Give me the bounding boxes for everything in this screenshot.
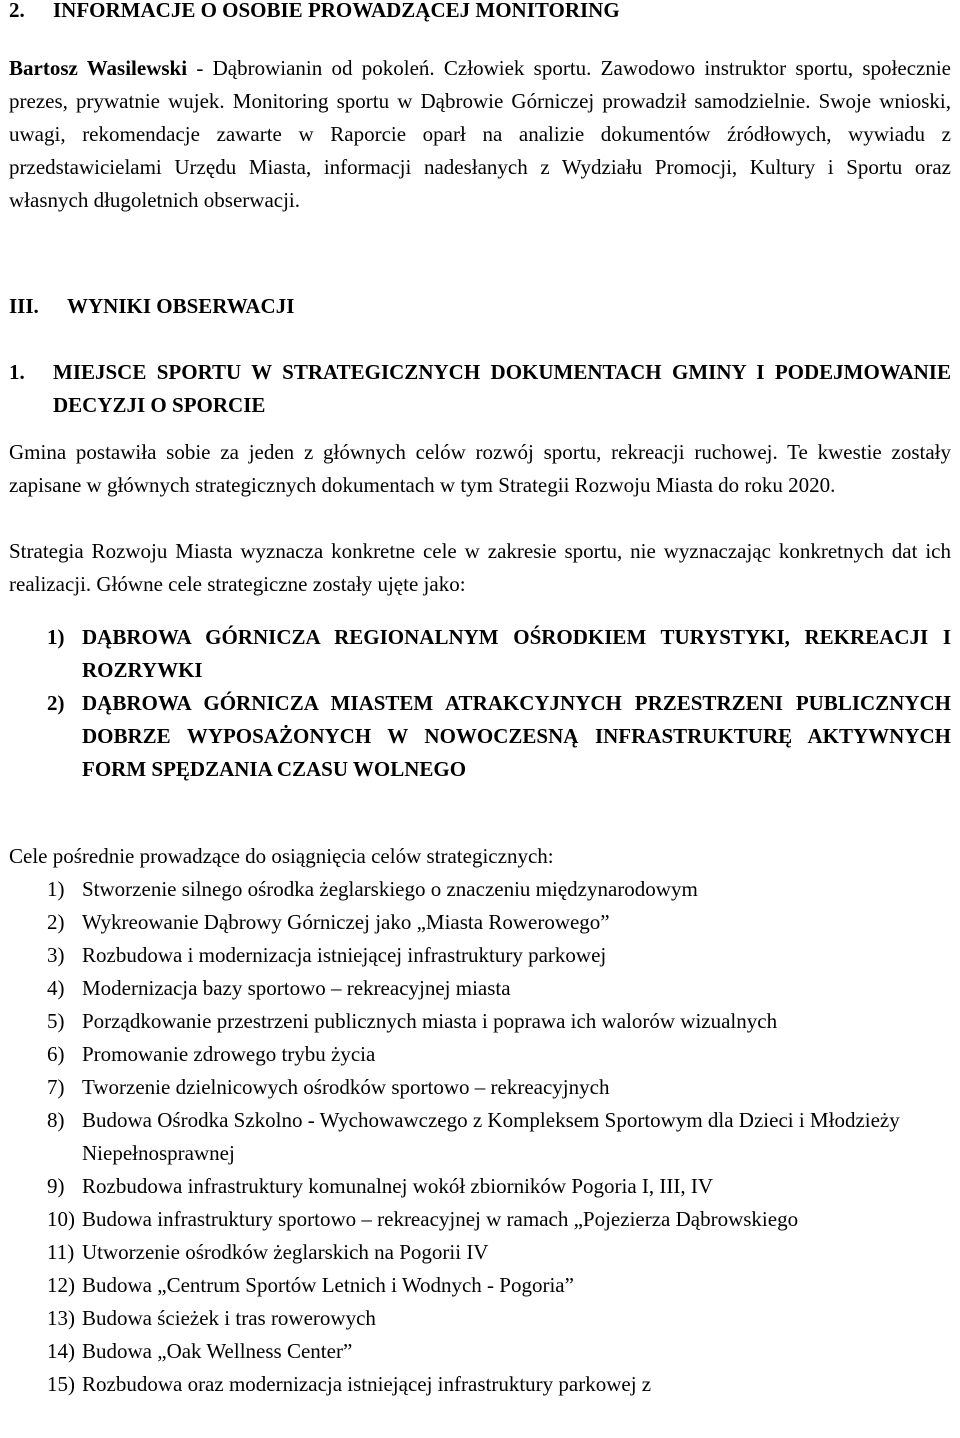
item-number: 5) xyxy=(47,1009,65,1033)
list-item xyxy=(9,939,951,972)
section-number: 2. xyxy=(9,0,25,22)
item-number: 13) xyxy=(47,1306,75,1330)
item-number: 2) xyxy=(47,910,65,934)
list-item xyxy=(9,1170,951,1203)
item-text: Stworzenie silnego ośrodka żeglarskiego o znaczeniu międzynarodowym xyxy=(82,877,698,901)
subsection-title: MIEJSCE SPORTU W STRATEGICZNYCH DOKUMENTACH GMINY I PODEJMOWANIE DECYZJI O SPORCIE xyxy=(53,360,951,417)
item-text: Budowa ścieżek i tras rowerowych xyxy=(82,1306,376,1330)
item-number: 8) xyxy=(47,1108,65,1132)
item-text: Tworzenie dzielnicowych ośrodków sportowo – rekreacyjnych xyxy=(82,1075,610,1099)
bio-paragraph xyxy=(9,52,951,217)
list-item xyxy=(9,1104,951,1170)
subsection-heading xyxy=(9,356,951,422)
item-text: Rozbudowa infrastruktury komunalnej wokół zbiorników Pogoria I, III, IV xyxy=(82,1174,714,1198)
item-text: Promowanie zdrowego trybu życia xyxy=(82,1042,376,1066)
intermediate-goals-list xyxy=(9,873,951,1401)
item-text: Budowa infrastruktury sportowo – rekreacyjnej w ramach „Pojezierza Dąbrowskiego xyxy=(82,1207,799,1231)
item-number: 12) xyxy=(47,1273,75,1297)
list-item xyxy=(9,1236,951,1269)
item-number: 14) xyxy=(47,1339,75,1363)
section-title: WYNIKI OBSERWACJI xyxy=(67,294,295,318)
intermediate-intro: Cele pośrednie prowadzące do osiągnięcia celów strategicznych: xyxy=(9,844,554,868)
list-item xyxy=(9,1203,951,1236)
list-item xyxy=(9,1368,951,1401)
item-number: 7) xyxy=(47,1075,65,1099)
strategic-goals-list xyxy=(9,621,951,786)
item-text: Utworzenie ośrodków żeglarskich na Pogorii IV xyxy=(82,1240,489,1264)
paragraph: Strategia Rozwoju Miasta wyznacza konkretne cele w zakresie sportu, nie wyznaczając konkretnych dat ich realizacji. Główne cele strategiczne zostały ujęte jako: xyxy=(9,539,951,596)
item-number: 11) xyxy=(47,1240,75,1264)
item-text: Budowa Ośrodka Szkolno - Wychowawczego z Kompleksem Sportowym dla Dzieci i Młodzieży Niepełnosprawnej xyxy=(82,1108,900,1165)
list-item xyxy=(9,1269,951,1302)
item-number: 1) xyxy=(47,625,65,649)
section-title: INFORMACJE O OSOBIE PROWADZĄCEJ MONITORING xyxy=(53,0,620,22)
item-text: DĄBROWA GÓRNICZA MIASTEM ATRAKCYJNYCH PRZESTRZENI PUBLICZNYCH DOBRZE WYPOSAŻONYCH W NOWOCZESNĄ INFRASTRUKTURĘ AKTYWNYCH FORM SPĘDZANIA CZASU WOLNEGO xyxy=(82,691,951,781)
item-number: 4) xyxy=(47,976,65,1000)
section-heading xyxy=(9,0,951,27)
list-item xyxy=(9,1005,951,1038)
section-number: III. xyxy=(9,294,39,318)
list-item xyxy=(9,873,951,906)
item-text: Rozbudowa i modernizacja istniejącej infrastruktury parkowej xyxy=(82,943,607,967)
subsection-number: 1. xyxy=(9,360,25,384)
item-text: Budowa „Centrum Sportów Letnich i Wodnych - Pogoria” xyxy=(82,1273,574,1297)
item-number: 3) xyxy=(47,943,65,967)
item-number: 6) xyxy=(47,1042,65,1066)
item-number: 9) xyxy=(47,1174,65,1198)
item-text: Wykreowanie Dąbrowy Górniczej jako „Miasta Rowerowego” xyxy=(82,910,610,934)
item-text: Modernizacja bazy sportowo – rekreacyjnej miasta xyxy=(82,976,511,1000)
author-name: Bartosz Wasilewski xyxy=(9,56,188,80)
item-number: 10) xyxy=(47,1207,75,1231)
item-text: Budowa „Oak Wellness Center” xyxy=(82,1339,353,1363)
list-item xyxy=(9,1335,951,1368)
list-item xyxy=(9,1038,951,1071)
list-item xyxy=(9,1302,951,1335)
bio-text: - Dąbrowianin od pokoleń. Człowiek sportu. Zawodowo instruktor sportu, społecznie prezes, prywatnie wujek. Monitoring sportu w Dąbrowie Górniczej prowadził samodzielnie. Swoje wnioski, uwagi, rekomendacje zawarte w Raporcie oparł na analizie dokumentów źródłowych, wywiadu z przedstawicielami Urzędu Miasta, informacji nadesłanych z Wydziału Promocji, Kultury i Sportu oraz własnych długoletnich obserwacji. xyxy=(9,56,951,212)
item-number: 2) xyxy=(47,691,65,715)
list-item xyxy=(9,1071,951,1104)
item-number: 1) xyxy=(47,877,65,901)
list-item xyxy=(9,687,951,786)
list-item xyxy=(9,972,951,1005)
item-text: Rozbudowa oraz modernizacja istniejącej infrastruktury parkowej z xyxy=(82,1372,652,1396)
item-number: 15) xyxy=(47,1372,75,1396)
item-text: DĄBROWA GÓRNICZA REGIONALNYM OŚRODKIEM TURYSTYKI, REKREACJI I ROZRYWKI xyxy=(82,625,951,682)
list-item xyxy=(9,906,951,939)
paragraph: Gmina postawiła sobie za jeden z głównych celów rozwój sportu, rekreacji ruchowej. Te kwestie zostały zapisane w głównych strategicznych dokumentach w tym Strategii Rozwoju Miasta do roku 2020. xyxy=(9,440,951,497)
section-heading xyxy=(9,290,951,323)
list-item xyxy=(9,621,951,687)
item-text: Porządkowanie przestrzeni publicznych miasta i poprawa ich walorów wizualnych xyxy=(82,1009,778,1033)
